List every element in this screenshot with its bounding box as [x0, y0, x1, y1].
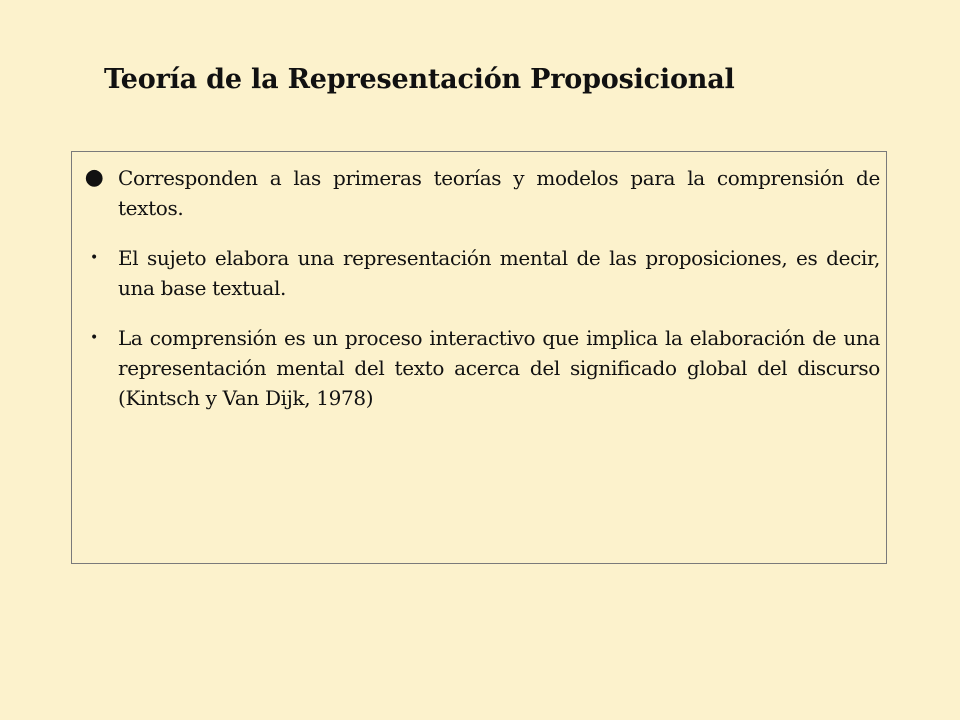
bullet-dot-icon: ● [84, 165, 104, 190]
bullet-text: El sujeto elabora una representación mental de las proposiciones, es decir, una base textual. [118, 246, 880, 300]
bullet-item [72, 323, 886, 413]
bullet-list [72, 163, 886, 433]
bullet-dot-icon: • [90, 330, 98, 346]
bullet-item [72, 243, 886, 303]
bullet-text: La comprensión es un proceso interactivo que implica la elaboración de una representación mental del texto acerca del significado global del discurso (Kintsch y Van Dijk, 1978) [118, 326, 880, 410]
content-box [71, 151, 887, 564]
bullet-item [72, 163, 886, 223]
bullet-text: Corresponden a las primeras teorías y modelos para la comprensión de textos. [118, 166, 880, 220]
bullet-dot-icon: • [90, 250, 98, 266]
slide-title: Teoría de la Representación Proposicional [104, 64, 735, 95]
